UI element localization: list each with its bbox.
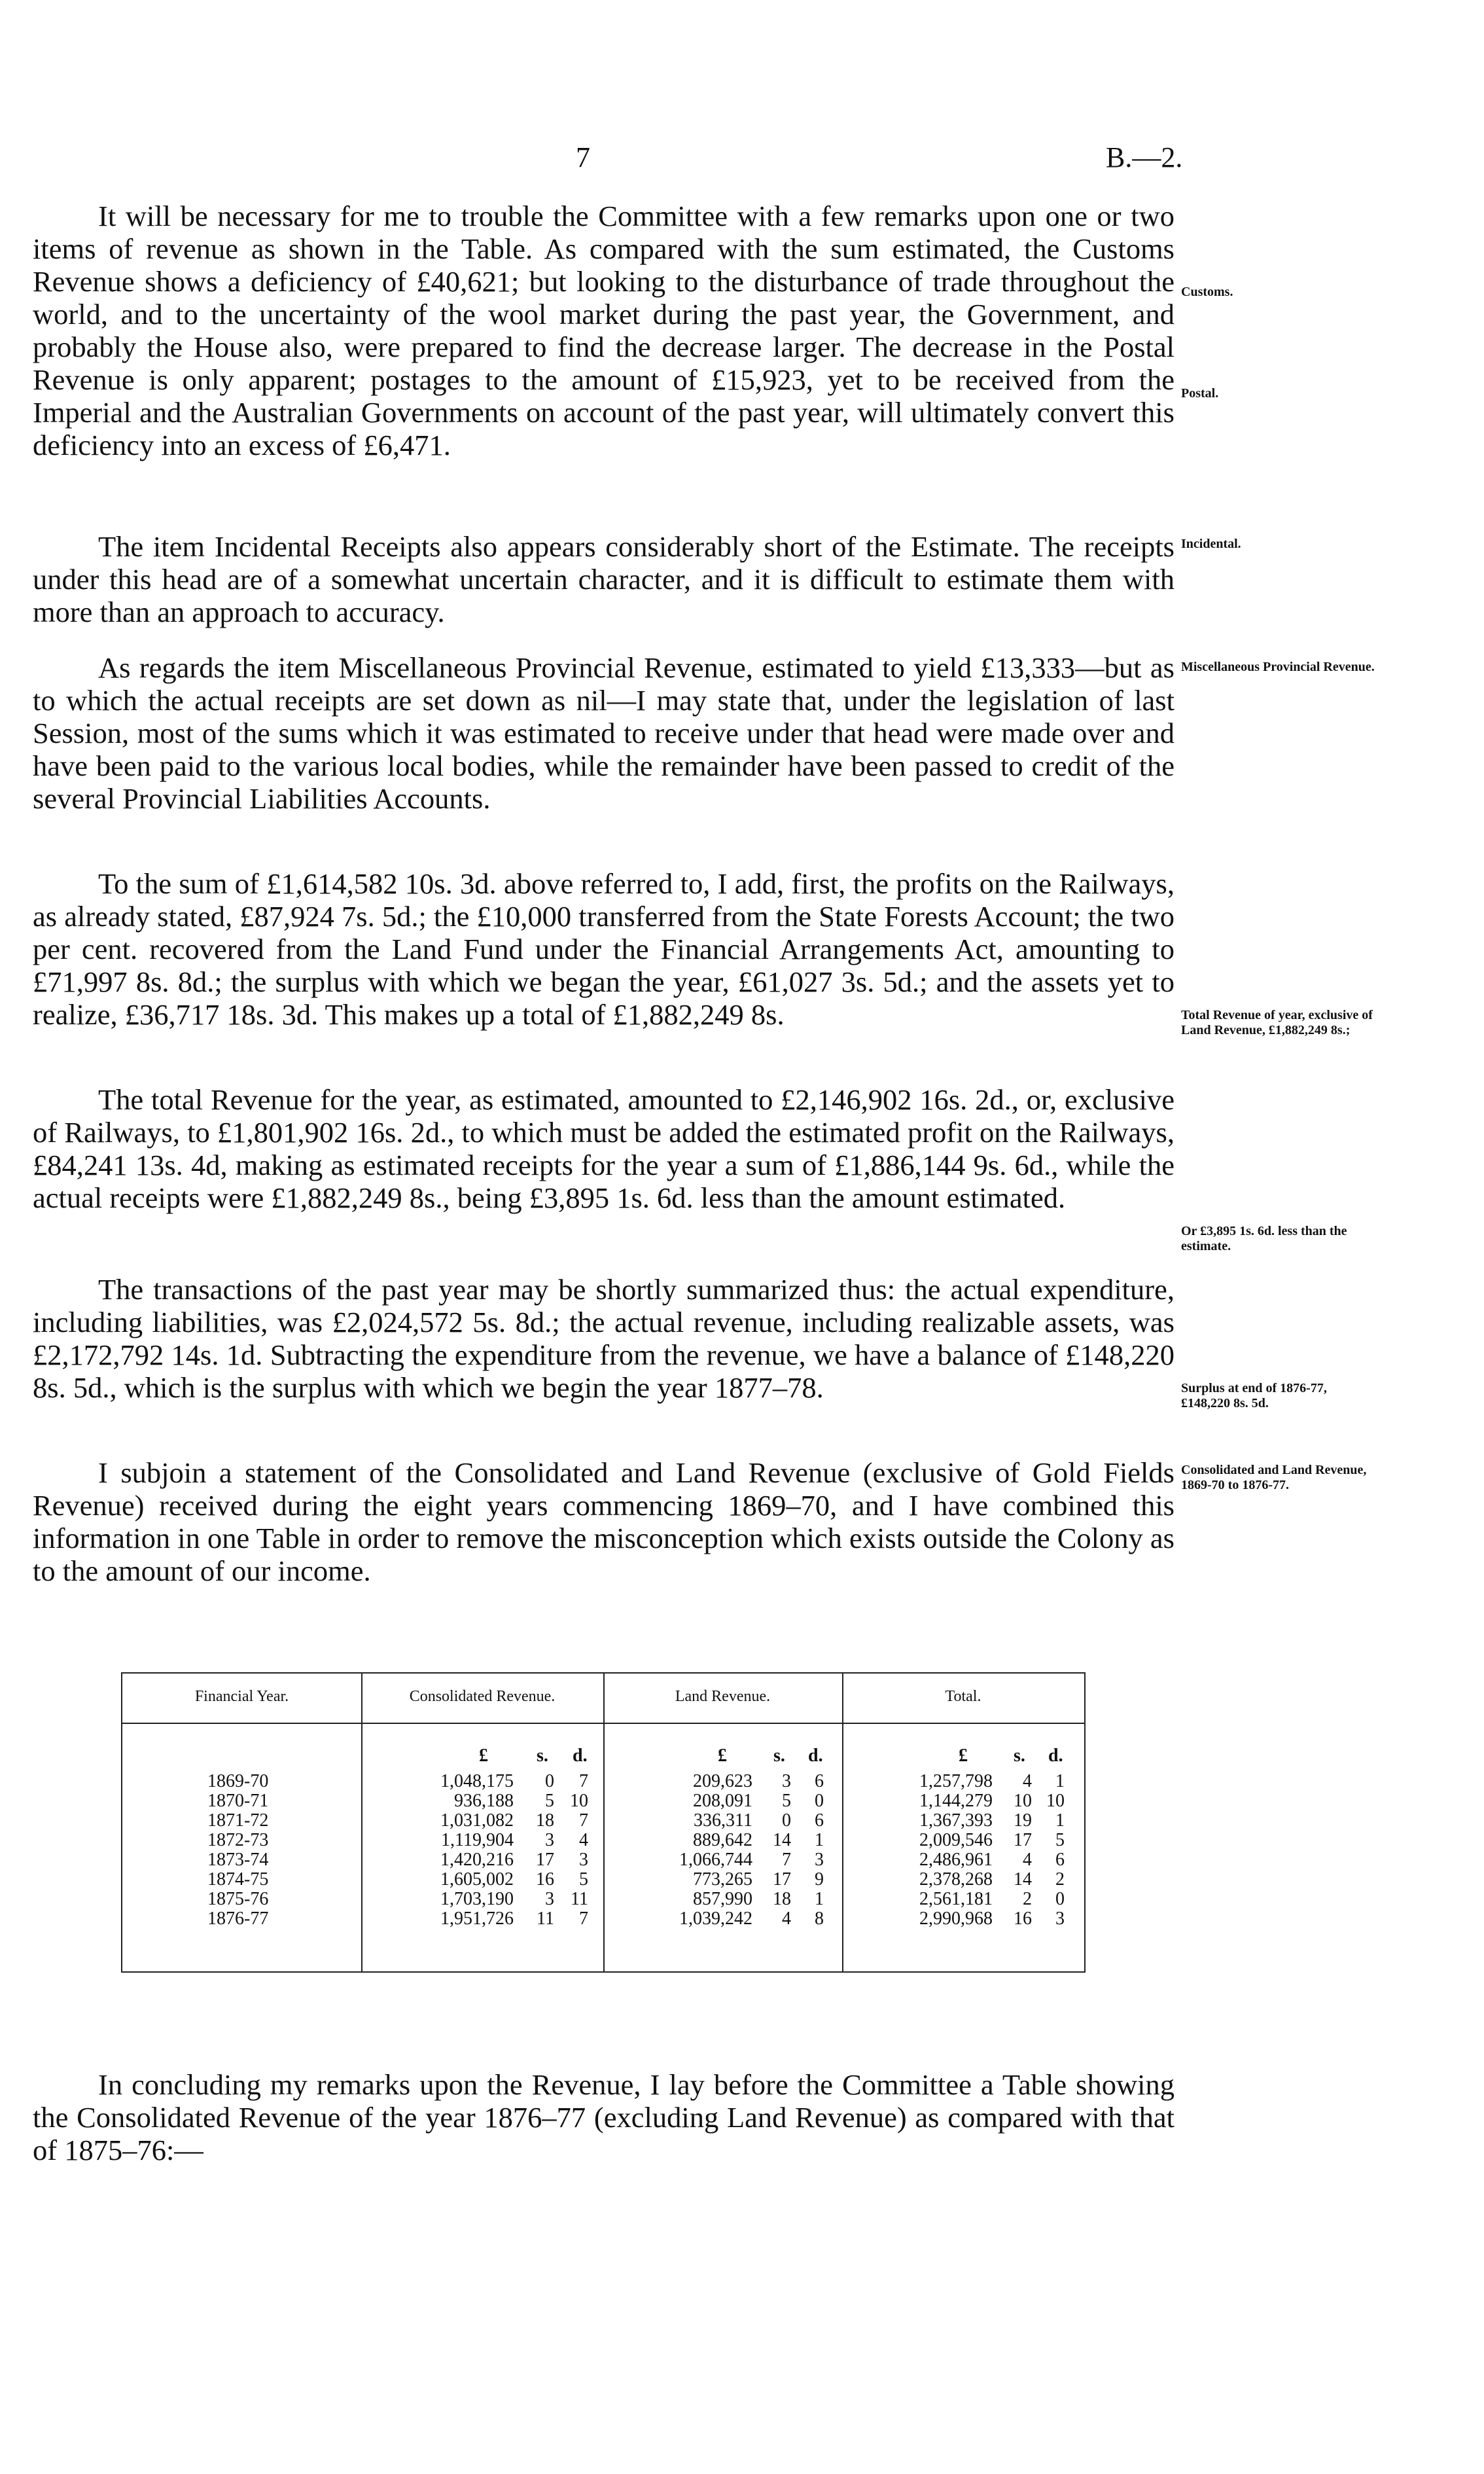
- cell-total-pence: 0: [1055, 1889, 1065, 1909]
- cell-total-pounds: 2,561,181: [919, 1889, 993, 1909]
- paragraph-3: [33, 651, 1175, 815]
- cell-land-pounds: 208,091: [693, 1791, 752, 1811]
- cell-land-shillings: 18: [773, 1889, 791, 1909]
- unit-s-land: s.: [773, 1746, 785, 1766]
- paragraph-6-text: The transactions of the past year may be shortly summarized thus: the actual expenditure, including liabilities, was £2,024,572 5s. 8d.; the actual revenue, including realizable assets, was £2,172,792 14s. 1d. Subtracting the expenditure from the revenue, we have a balance of £148,220 8s. 5d., which is the surplus with which we begin the year 1877–78.: [33, 1273, 1175, 1404]
- cell-land-pounds: 889,642: [693, 1830, 752, 1850]
- cell-land-pounds: 773,265: [693, 1869, 752, 1890]
- cell-land-pounds: 336,311: [694, 1810, 752, 1831]
- cell-cons-pence: 11: [571, 1889, 588, 1909]
- paragraph-6: [33, 1273, 1175, 1404]
- cell-year: 1873-74: [207, 1850, 269, 1870]
- cell-year: 1872-73: [207, 1830, 269, 1850]
- cell-year: 1870-71: [207, 1791, 269, 1811]
- paragraph-1: [33, 200, 1175, 461]
- cell-cons-shillings: 17: [536, 1850, 554, 1870]
- paragraph-2-text: The item Incidental Receipts also appears considerably short of the Estimate. The receipts under this head are of a somewhat uncertain character, and it is difficult to estimate them with more than an approach to accuracy.: [33, 530, 1175, 628]
- cell-cons-shillings: 18: [536, 1810, 554, 1831]
- cell-year: 1874-75: [207, 1869, 269, 1890]
- cell-year: 1876-77: [207, 1909, 269, 1929]
- header-consolidated-revenue: Consolidated Revenue.: [409, 1688, 556, 1705]
- cell-cons-pence: 10: [570, 1791, 588, 1811]
- document-reference: B.—2.: [1106, 141, 1183, 173]
- cell-land-pounds: 209,623: [693, 1771, 752, 1791]
- cell-land-pence: 6: [815, 1771, 824, 1791]
- paragraph-2: [33, 530, 1175, 628]
- cell-total-shillings: 19: [1014, 1810, 1032, 1831]
- page-number: 7: [576, 141, 590, 173]
- margin-note-total-revenue: Total Revenue of year, exclusive of Land Revenue, £1,882,249 8s.;: [1181, 1008, 1373, 1037]
- unit-s-consolidated: s.: [537, 1746, 548, 1766]
- cell-land-shillings: 0: [782, 1810, 791, 1831]
- cell-cons-pounds: 1,703,190: [440, 1889, 514, 1909]
- cell-total-shillings: 2: [1023, 1889, 1032, 1909]
- cell-cons-pence: 5: [579, 1869, 588, 1890]
- paragraph-4: [33, 867, 1175, 1031]
- margin-note-postal: Postal.: [1181, 386, 1219, 401]
- margin-note-miscellaneous: Miscellaneous Provincial Revenue.: [1181, 660, 1375, 674]
- cell-cons-shillings: 16: [536, 1869, 554, 1890]
- cell-total-shillings: 17: [1014, 1830, 1032, 1850]
- cell-cons-shillings: 11: [537, 1909, 554, 1929]
- unit-pound-land: £: [718, 1746, 727, 1766]
- cell-total-pounds: 2,990,968: [919, 1909, 993, 1929]
- cell-total-shillings: 16: [1014, 1909, 1032, 1929]
- cell-total-pence: 10: [1046, 1791, 1065, 1811]
- unit-s-total: s.: [1014, 1746, 1025, 1766]
- cell-cons-pounds: 1,048,175: [440, 1771, 514, 1791]
- cell-cons-pence: 7: [579, 1810, 588, 1831]
- cell-cons-pounds: 1,031,082: [440, 1810, 514, 1831]
- revenue-table: [121, 1672, 1086, 1973]
- cell-total-pence: 2: [1055, 1869, 1065, 1890]
- paragraph-8-text: In concluding my remarks upon the Revenue, I lay before the Committee a Table showing the Consolidated Revenue of the year 1876–77 (excluding Land Revenue) as compared with that of 1875–76:—: [33, 2068, 1175, 2166]
- margin-note-customs: Customs.: [1181, 285, 1233, 299]
- cell-total-pence: 1: [1055, 1771, 1065, 1791]
- cell-cons-pounds: 1,420,216: [440, 1850, 514, 1870]
- margin-note-incidental: Incidental.: [1181, 537, 1241, 551]
- cell-total-shillings: 4: [1023, 1771, 1032, 1791]
- cell-land-pounds: 857,990: [693, 1889, 752, 1909]
- unit-d-land: d.: [808, 1746, 823, 1766]
- cell-total-pounds: 2,486,961: [919, 1850, 993, 1870]
- header-financial-year: Financial Year.: [194, 1688, 289, 1705]
- paragraph-3-text: As regards the item Miscellaneous Provincial Revenue, estimated to yield £13,333—but as to which the actual receipts are set down as nil—I may state that, under the legislation of last Session, most of the sums which it was estimated to receive under that head were made over and have been paid to the various local bodies, while the remainder have been passed to credit of the several Provincial Liabilities Accounts.: [33, 651, 1175, 815]
- margin-note-less-than-estimate: Or £3,895 1s. 6d. less than the estimate.: [1181, 1224, 1347, 1253]
- cell-land-pounds: 1,039,242: [679, 1909, 752, 1929]
- cell-land-pounds: 1,066,744: [679, 1850, 752, 1870]
- cell-land-pence: 1: [815, 1889, 824, 1909]
- paragraph-5: [33, 1083, 1175, 1214]
- cell-total-pounds: 2,009,546: [919, 1830, 993, 1850]
- paragraph-1-text: It will be necessary for me to trouble the Committee with a few remarks upon one or two items of revenue as shown in the Table. As compared with the sum estimated, the Customs Revenue shows a deficiency of £40,621; but looking to the disturbance of trade throughout the world, and to the uncertainty of the wool market during the past year, the Government, and probably the House also, were prepared to find the decrease larger. The decrease in the Postal Revenue is only apparent; postages to the amount of £15,923, yet to be received from the Imperial and the Australian Governments on account of the past year, will ultimately convert this deficiency into an excess of £6,471.: [33, 200, 1175, 461]
- cell-year: 1871-72: [207, 1810, 269, 1831]
- cell-total-pounds: 2,378,268: [919, 1869, 993, 1890]
- cell-cons-shillings: 0: [545, 1771, 554, 1791]
- cell-land-shillings: 3: [782, 1771, 791, 1791]
- header-land-revenue: Land Revenue.: [675, 1688, 771, 1705]
- cell-total-pence: 5: [1055, 1830, 1065, 1850]
- margin-note-surplus: Surplus at end of 1876-77, £148,220 8s. 5d.: [1181, 1381, 1327, 1410]
- table-header-rule: [122, 1723, 1084, 1724]
- header-total: Total.: [945, 1688, 981, 1705]
- cell-cons-pence: 4: [579, 1830, 588, 1850]
- paragraph-5-text: The total Revenue for the year, as estimated, amounted to £2,146,902 16s. 2d., or, exclusive of Railways, to £1,801,902 16s. 2d., to which must be added the estimated profit on the Railways, £84,241 13s. 4d, making as estimated receipts for the year a sum of £1,886,144 9s. 6d., while the actual receipts were £1,882,249 8s., being £3,895 1s. 6d. less than the amount estimated.: [33, 1083, 1175, 1214]
- unit-d-total: d.: [1048, 1746, 1063, 1766]
- cell-total-shillings: 4: [1023, 1850, 1032, 1870]
- cell-cons-pounds: 1,119,904: [441, 1830, 514, 1850]
- cell-total-pounds: 1,367,393: [919, 1810, 993, 1831]
- cell-land-pence: 0: [815, 1791, 824, 1811]
- cell-year: 1869-70: [207, 1771, 269, 1791]
- cell-land-pence: 3: [815, 1850, 824, 1870]
- cell-land-shillings: 17: [773, 1869, 791, 1890]
- cell-total-pence: 1: [1055, 1810, 1065, 1831]
- cell-total-shillings: 14: [1014, 1869, 1032, 1890]
- cell-cons-pence: 7: [579, 1909, 588, 1929]
- cell-land-pence: 9: [815, 1869, 824, 1890]
- unit-d-consolidated: d.: [573, 1746, 588, 1766]
- cell-land-shillings: 14: [773, 1830, 791, 1850]
- cell-cons-pence: 3: [579, 1850, 588, 1870]
- cell-cons-pounds: 1,951,726: [440, 1909, 514, 1929]
- cell-total-pence: 6: [1055, 1850, 1065, 1870]
- cell-land-shillings: 7: [782, 1850, 791, 1870]
- cell-cons-pounds: 936,188: [454, 1791, 514, 1811]
- cell-total-shillings: 10: [1014, 1791, 1032, 1811]
- unit-pound-total: £: [959, 1746, 968, 1766]
- cell-cons-shillings: 3: [545, 1889, 554, 1909]
- cell-land-pence: 6: [815, 1810, 824, 1831]
- cell-land-pence: 1: [815, 1830, 824, 1850]
- cell-total-pence: 3: [1055, 1909, 1065, 1929]
- cell-total-pounds: 1,257,798: [919, 1771, 993, 1791]
- paragraph-7-text: I subjoin a statement of the Consolidated and Land Revenue (exclusive of Gold Fields Revenue) received during the eight years commencing 1869–70, and I have combined this information in one Table in order to remove the misconception which exists outside the Colony as to the amount of our income.: [33, 1456, 1175, 1587]
- cell-cons-shillings: 5: [545, 1791, 554, 1811]
- cell-cons-pounds: 1,605,002: [440, 1869, 514, 1890]
- cell-land-shillings: 5: [782, 1791, 791, 1811]
- cell-year: 1875-76: [207, 1889, 269, 1909]
- paragraph-8: [33, 2068, 1175, 2166]
- cell-land-pence: 8: [815, 1909, 824, 1929]
- unit-pound-consolidated: £: [479, 1746, 488, 1766]
- paragraph-4-text: To the sum of £1,614,582 10s. 3d. above referred to, I add, first, the profits on the Railways, as already stated, £87,924 7s. 5d.; the £10,000 transferred from the State Forests Account; the two per cent. recovered from the Land Fund under the Financial Arrangements Act, amounting to £71,997 8s. 8d.; the surplus with which we began the year, £61,027 3s. 5d.; and the assets yet to realize, £36,717 18s. 3d. This makes up a total of £1,882,249 8s.: [33, 867, 1175, 1031]
- cell-land-shillings: 4: [782, 1909, 791, 1929]
- paragraph-7: [33, 1456, 1175, 1587]
- cell-cons-pence: 7: [579, 1771, 588, 1791]
- cell-cons-shillings: 3: [545, 1830, 554, 1850]
- cell-total-pounds: 1,144,279: [919, 1791, 993, 1811]
- margin-note-consolidated: Consolidated and Land Revenue, 1869-70 to 1876-77.: [1181, 1463, 1367, 1492]
